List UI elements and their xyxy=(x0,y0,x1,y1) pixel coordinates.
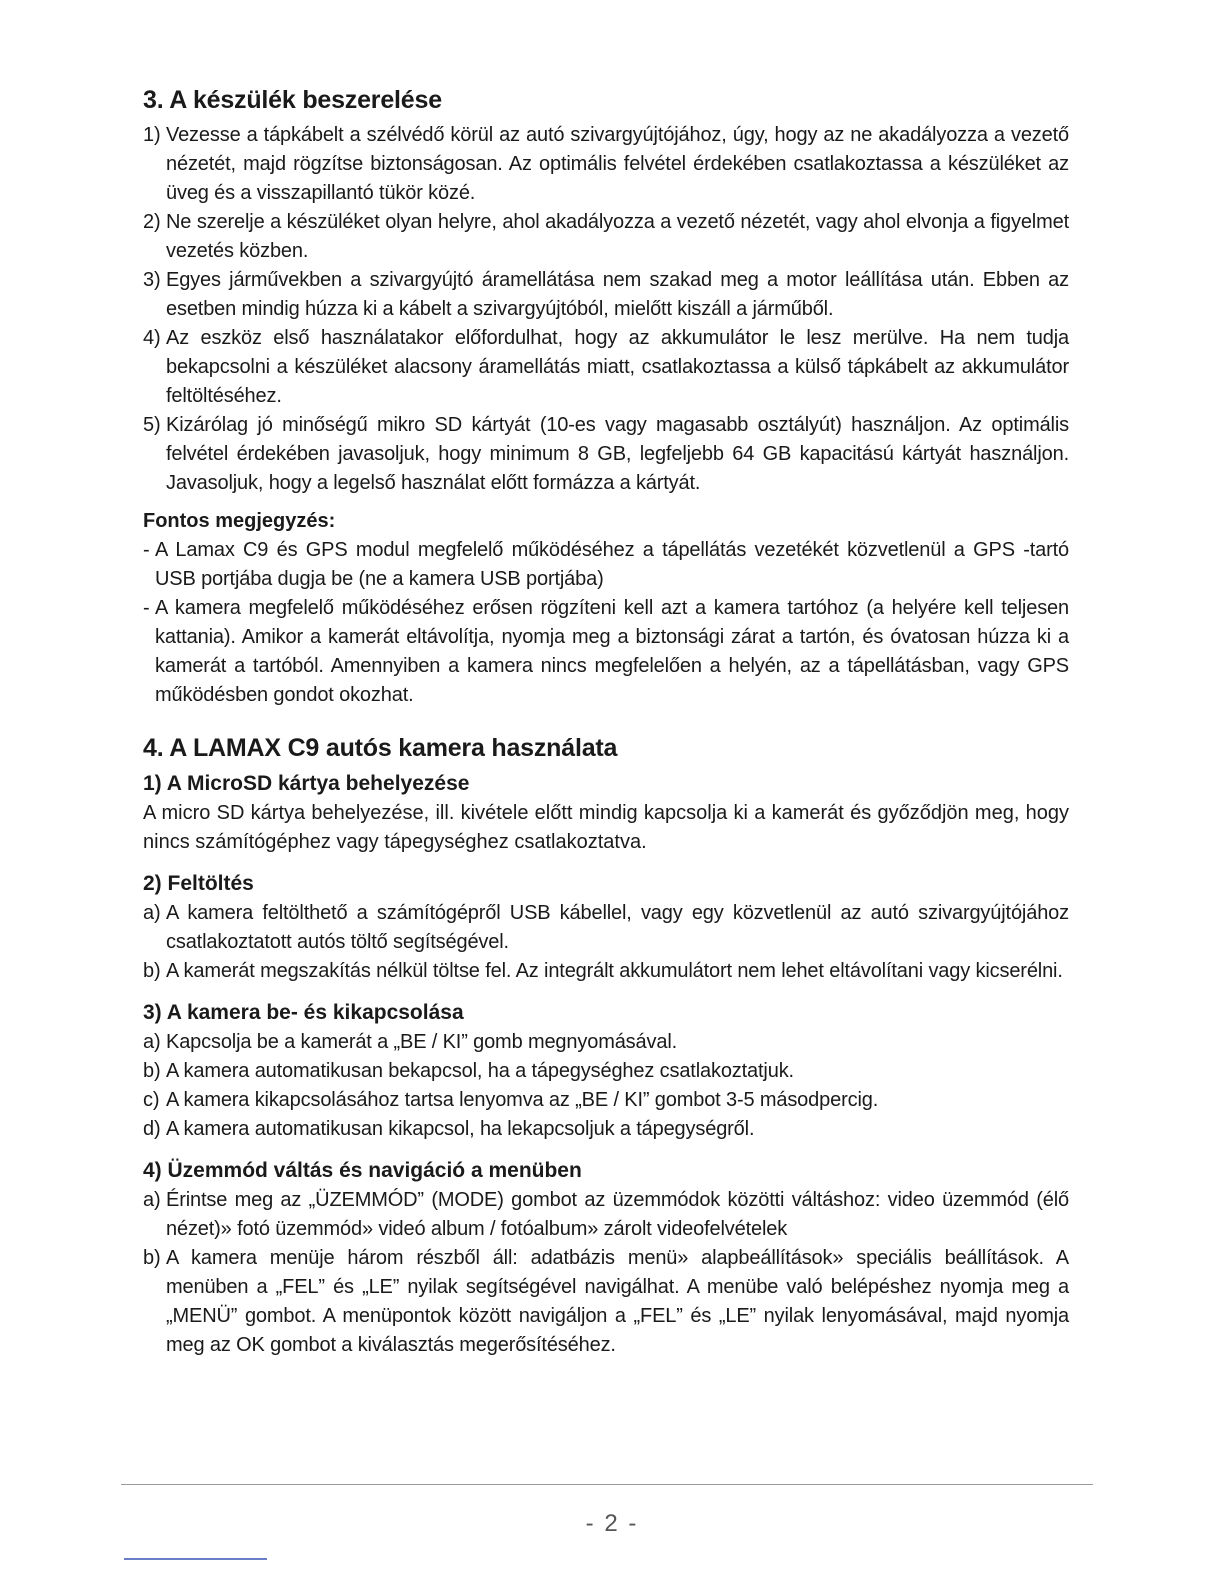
subsection-mode-heading: 4) Üzemmód váltás és navigáció a menüben xyxy=(143,1159,582,1182)
list-item: 3) Egyes járművekben a szivargyújtó áramellátása nem szakad meg a motor leállítása után. Ebben az esetben mindig húzza ki a kábelt a szivargyújtóból, mielőtt kiszáll a járműből. xyxy=(143,269,1069,320)
subsection-charging-list xyxy=(143,899,1069,986)
subsection-microsd-heading: 1) A MicroSD kártya behelyezése xyxy=(143,772,470,795)
list-item: b) A kamera automatikusan bekapcsol, ha a tápegységhez csatlakoztatjuk. xyxy=(143,1060,794,1082)
section-3-list xyxy=(143,121,1069,498)
list-item: - A Lamax C9 és GPS modul megfelelő működéséhez a tápellátás vezetékét közvetlenül a GPS -tartó USB portjába dugja be (ne a kamera USB portjába) xyxy=(143,539,1069,590)
important-note-heading: Fontos megjegyzés: xyxy=(143,510,336,532)
subsection-mode-list xyxy=(143,1186,1069,1360)
section-4-heading: 4. A LAMAX C9 autós kamera használata xyxy=(143,734,618,762)
list-item: d) A kamera automatikusan kikapcsol, ha lekapcsoljuk a tápegységről. xyxy=(143,1118,755,1140)
list-item: a) Érintse meg az „ÜZEMMÓD” (MODE) gombot az üzemmódok közötti váltáshoz: video üzemmód (élő nézet)» fotó üzemmód» videó album / fotóalbum» zárolt videofelvételek xyxy=(143,1189,1069,1240)
bottom-corner-rule xyxy=(124,1558,267,1560)
important-note-list xyxy=(143,536,1069,710)
page-number: - 2 - xyxy=(585,1510,639,1537)
footer-divider xyxy=(121,1484,1093,1485)
list-item: c) A kamera kikapcsolásához tartsa lenyomva az „BE / KI” gombot 3-5 másodpercig. xyxy=(143,1089,879,1111)
subsection-microsd-text: A micro SD kártya behelyezése, ill. kivétele előtt mindig kapcsolja ki a kamerát és győződjön meg, hogy nincs számítógéphez vagy tápegységhez csatlakoztatva. xyxy=(143,802,1069,853)
document-body xyxy=(143,84,1069,1360)
section-3-heading: 3. A készülék beszerelése xyxy=(143,86,442,114)
list-item: b) A kamera menüje három részből áll: adatbázis menü» alapbeállítások» speciális beállítások. A menüben a „FEL” és „LE” nyilak segítségével navigálhat. A menübe való belépéshez nyomja meg a „MENÜ” gombot. A menüpontok között navigáljon a „FEL” és „LE” nyilak lenyomásával, majd nyomja meg az OK gombot a kiválasztás megerősítéséhez. xyxy=(143,1247,1069,1356)
list-item: a) Kapcsolja be a kamerát a „BE / KI” gomb megnyomásával. xyxy=(143,1031,678,1053)
list-item: 4) Az eszköz első használatakor előfordulhat, hogy az akkumulátor le lesz merülve. Ha nem tudja bekapcsolni a készüléket alacsony áramellátás miatt, csatlakoztassa a külső tápkábelt az akkumulátor feltöltéséhez. xyxy=(143,327,1069,407)
subsection-power-list xyxy=(143,1028,1069,1144)
list-item: 5) Kizárólag jó minőségű mikro SD kártyát (10-es vagy magasabb osztályút) használjon. Az optimális felvétel érdekében javasoljuk, hogy minimum 8 GB, legfeljebb 64 GB kapacitású kártyát használjon. Javasoljuk, hogy a legelső használat előtt formázza a kártyát. xyxy=(143,414,1069,494)
list-item: 1) Vezesse a tápkábelt a szélvédő körül az autó szivargyújtójához, úgy, hogy az ne akadályozza a vezető nézetét, majd rögzítse biztonságosan. Az optimális felvétel érdekében csatlakoztassa a készüléket az üveg és a visszapillantó tükör közé. xyxy=(143,124,1069,204)
list-item: b) A kamerát megszakítás nélkül töltse fel. Az integrált akkumulátort nem lehet eltávolítani vagy kicserélni. xyxy=(143,960,1063,982)
subsection-power-heading: 3) A kamera be- és kikapcsolása xyxy=(143,1001,464,1024)
list-item: - A kamera megfelelő működéséhez erősen rögzíteni kell azt a kamera tartóhoz (a helyére kell teljesen kattania). Amikor a kamerát eltávolítja, nyomja meg a biztonsági zárat a tartón, és óvatosan húzza ki a kamerát a tartóból. Amennyiben a kamera nincs megfelelően a helyén, az a tápellátásban, vagy GPS működésben gondot okozhat. xyxy=(143,597,1069,706)
subsection-charging-heading: 2) Feltöltés xyxy=(143,872,254,895)
list-item: a) A kamera feltölthető a számítógépről USB kábellel, vagy egy közvetlenül az autó szivargyújtójához csatlakoztatott autós töltő segítségével. xyxy=(143,902,1069,953)
list-item: 2) Ne szerelje a készüléket olyan helyre, ahol akadályozza a vezető nézetét, vagy ahol elvonja a figyelmet vezetés közben. xyxy=(143,211,1069,262)
